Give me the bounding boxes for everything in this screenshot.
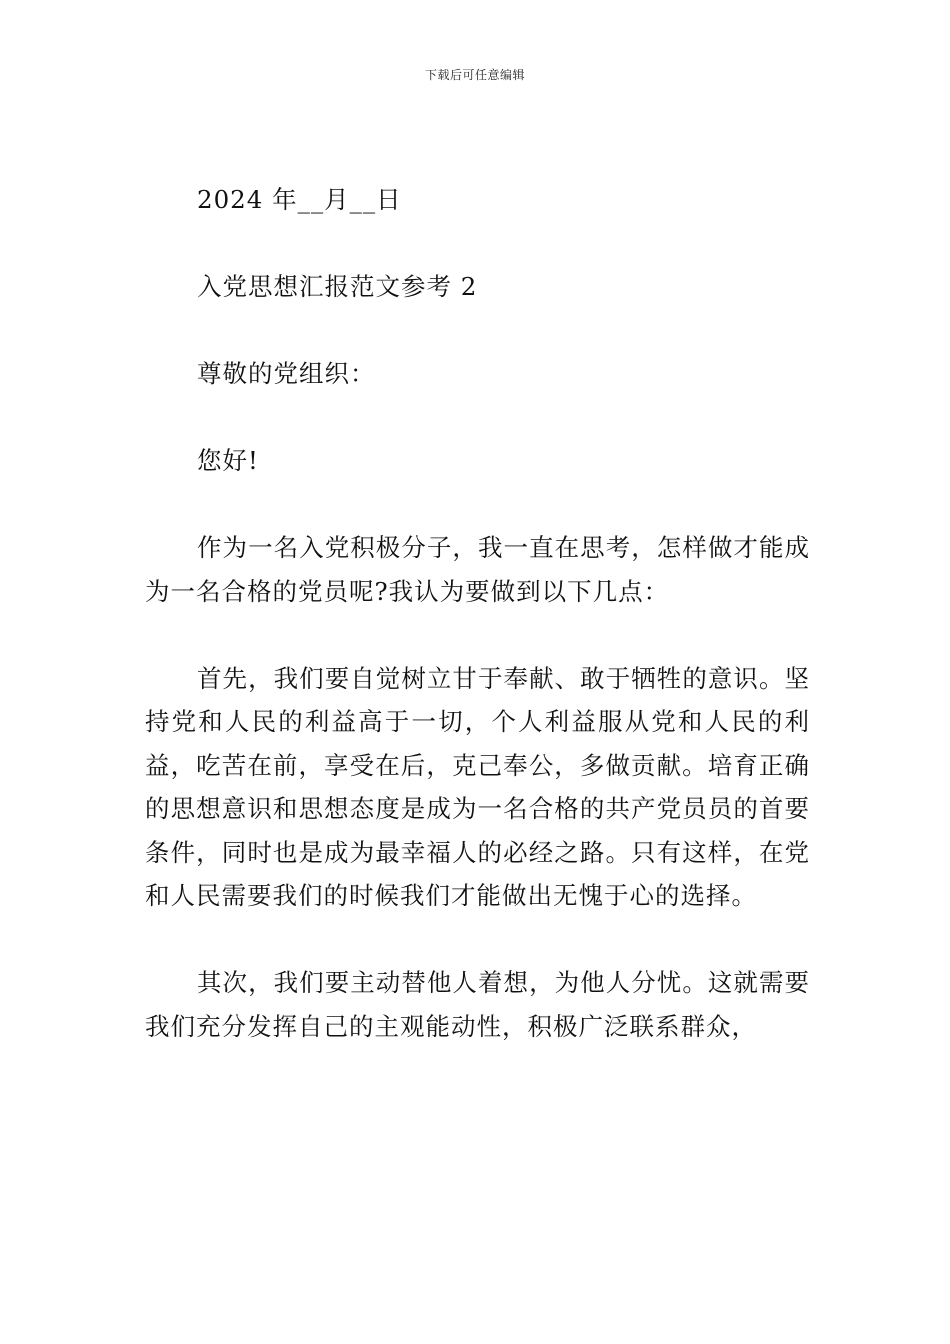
- salutation: 尊敬的党组织：: [197, 359, 376, 388]
- paragraph-intro: 作为一名入党积极分子，我一直在思考，怎样做才能成为一名合格的党员呢?我认为要做到以下几点：: [145, 533, 810, 606]
- paragraph-first: 首先，我们要自觉树立甘于奉献、敢于牺牲的意识。坚持党和人民的利益高于一切，个人利益服从党和人民的利益，吃苦在前，享受在后，克己奉公，多做贡献。培育正确的思想意识和思想态度是成为一名合格的共产党员员的首要条件，同时也是成为最幸福人的必经之路。只有这样，在党和人民需要我们的时候我们才能做出无愧于心的选择。: [145, 663, 810, 910]
- paragraph-second: 其次，我们要主动替他人着想，为他人分忧。这就需要我们充分发挥自己的主观能动性，积极广泛联系群众，: [145, 968, 810, 1041]
- document-body: [145, 178, 810, 1092]
- greeting: 您好!: [197, 446, 259, 475]
- document-title: 入党思想汇报范文参考 2: [197, 272, 478, 301]
- header-note: 下载后可任意编辑: [424, 68, 525, 82]
- date-line: 2024 年__月__日: [197, 185, 402, 214]
